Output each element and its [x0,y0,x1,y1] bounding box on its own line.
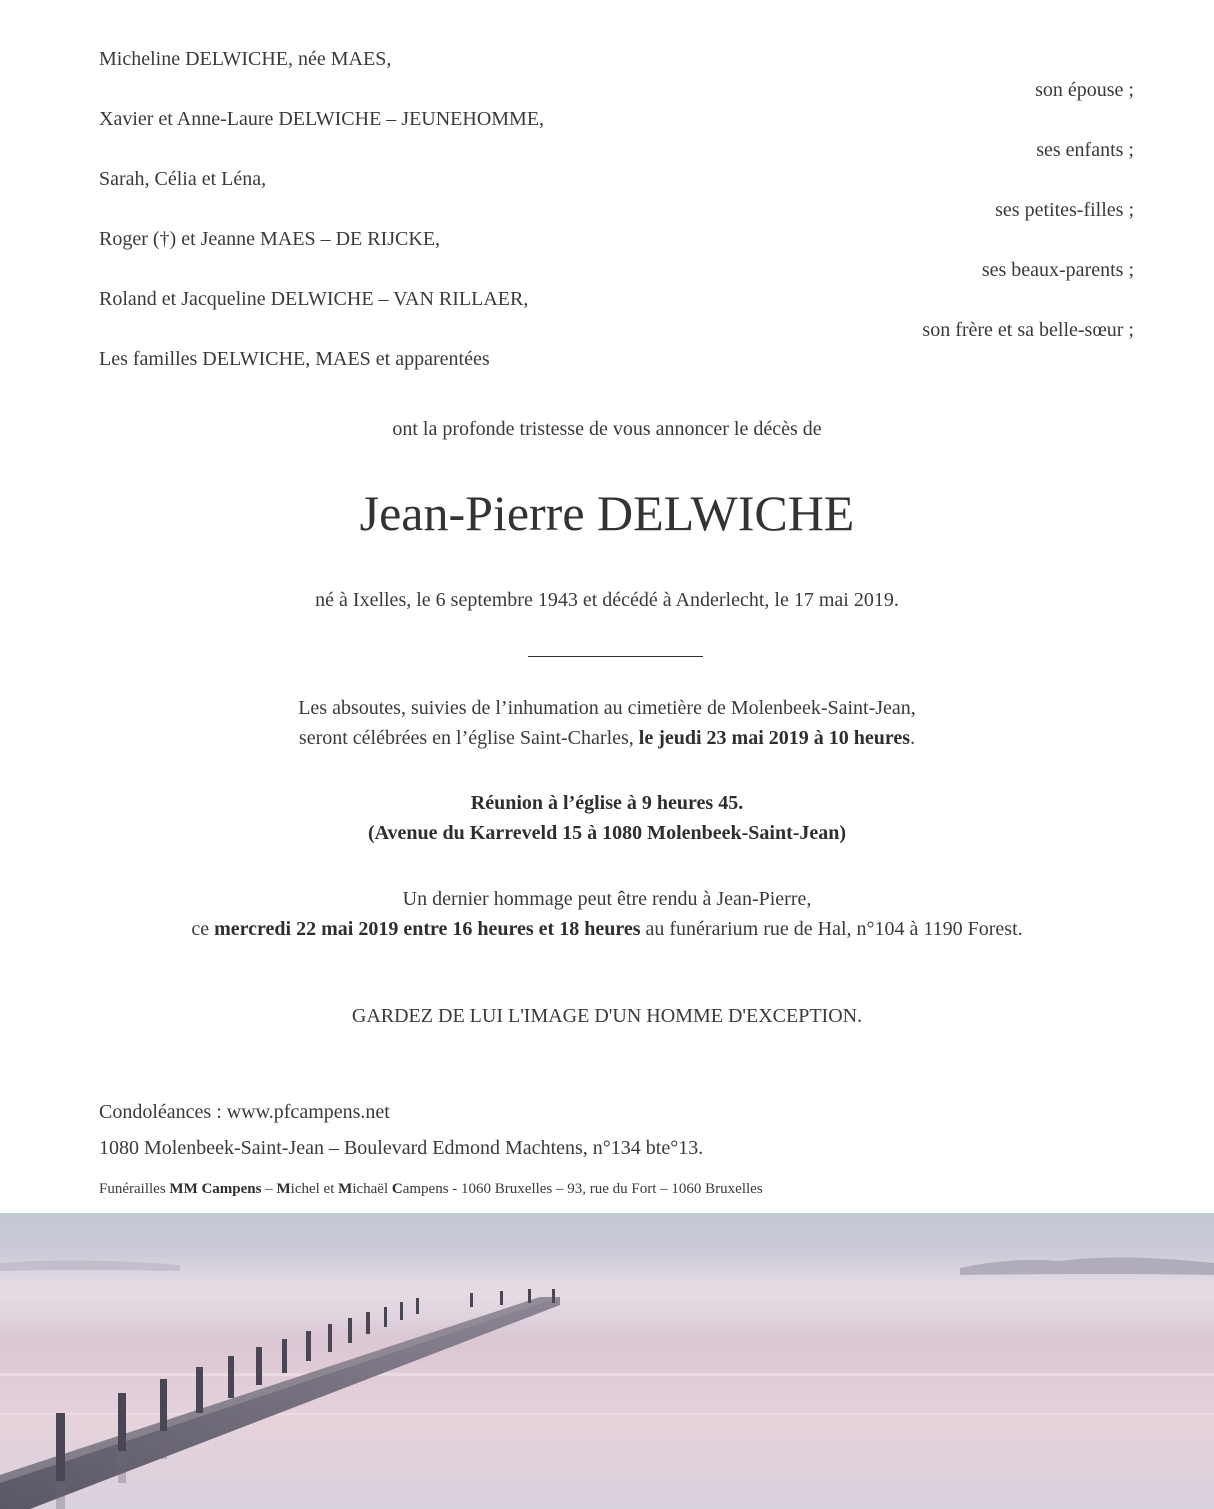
ceremony-line-2-start: seront célébrées en l’église Saint-Charles, [298,727,639,749]
lake-jetty-illustration [0,1213,1214,1509]
credit-part-3: ichel et [290,1181,339,1197]
divider-line [528,656,703,657]
ceremony-line-2 [0,727,1214,750]
family-name-1: Micheline DELWICHE, née MAES, [99,48,392,70]
family-name-5: Roland et Jacqueline DELWICHE – VAN RILLAER, [99,288,529,310]
announcement-text: ont la profonde tristesse de vous annoncer le décès de [392,418,822,440]
ceremony-date: le jeudi 23 mai 2019 à 10 heures [638,727,911,749]
family-relation-1: son épouse ; [1035,79,1134,101]
family-name-4: Roger (†) et Jeanne MAES – DE RIJCKE, [99,228,441,250]
credit-bold-3: M [338,1181,353,1197]
family-name-6: Les familles DELWICHE, MAES et apparentées [99,348,490,370]
meeting-line-2 [0,822,1214,845]
meeting-time: Réunion à l’église à 9 heures 45. [470,792,744,814]
tribute-line-1: Un dernier hommage peut être rendu à Jean-Pierre, [402,888,812,910]
funeral-home-credit [99,1181,763,1198]
family-relation-4: ses beaux-parents ; [981,259,1134,281]
credit-part-5: ampens - 1060 Bruxelles – 93, rue du Fort – 1060 Bruxelles [402,1181,763,1197]
tribute-date: mercredi 22 mai 2019 entre 16 heures et 18 heures [214,918,641,940]
credit-part-1: Funérailles [99,1181,170,1197]
meeting-address: (Avenue du Karreveld 15 à 1080 Molenbeek-Saint-Jean) [367,822,847,844]
condolences-link[interactable]: Condoléances : www.pfcampens.net [99,1101,390,1123]
family-relation-3: ses petites-filles ; [995,199,1134,221]
birth-death-text: né à Ixelles, le 6 septembre 1943 et décédé à Anderlecht, le 17 mai 2019. [315,589,899,611]
credit-part-4: ichaël [352,1181,392,1197]
credit-bold-4: C [391,1181,403,1197]
ceremony-line-2-end: . [910,727,916,749]
tribute-line-2 [0,918,1214,941]
credit-bold-1: MM Campens [169,1181,262,1197]
family-relation-2: ses enfants ; [1036,139,1134,161]
lake-jetty-image [0,1213,1214,1509]
motto-text: GARDEZ DE LUI L'IMAGE D'UN HOMME D'EXCEPTION. [351,1005,863,1027]
tribute-line-2-start: ce [191,918,215,940]
deceased-name: Jean-Pierre DELWICHE [359,485,855,541]
family-name-3: Sarah, Célia et Léna, [99,168,267,190]
credit-bold-2: M [276,1181,291,1197]
meeting-line-1 [0,792,1214,815]
family-relation-5: son frère et sa belle-sœur ; [922,319,1134,341]
ceremony-line-1: Les absoutes, suivies de l’inhumation au cimetière de Molenbeek-Saint-Jean, [298,697,916,719]
funeral-home-address: 1080 Molenbeek-Saint-Jean – Boulevard Edmond Machtens, n°134 bte°13. [99,1137,704,1159]
credit-part-2: – [261,1181,277,1197]
tribute-line-2-end: au funérarium rue de Hal, n°104 à 1190 Forest. [640,918,1023,940]
family-name-2: Xavier et Anne-Laure DELWICHE – JEUNEHOMME, [99,108,545,130]
